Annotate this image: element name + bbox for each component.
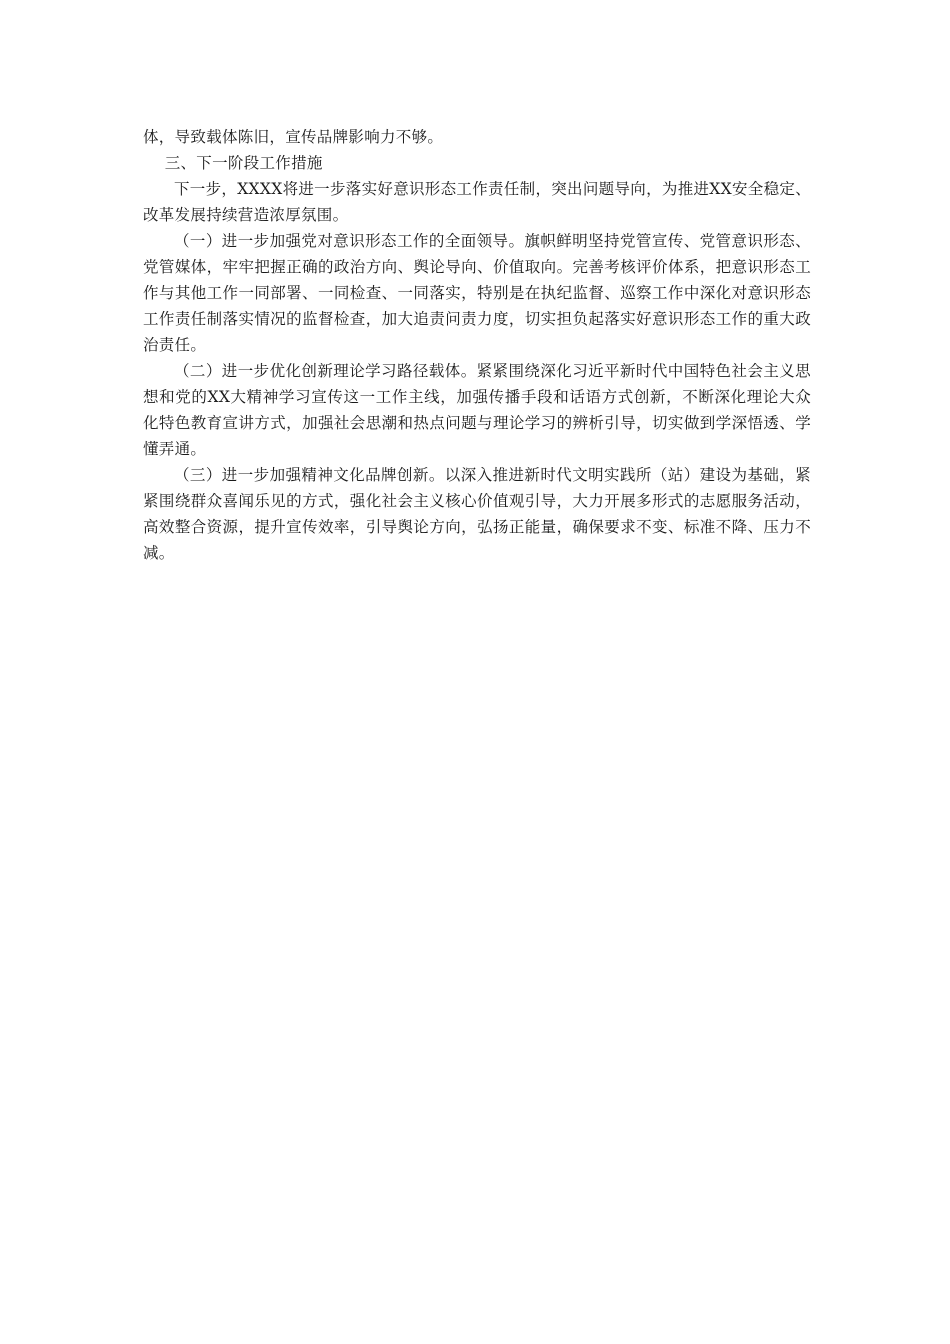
paragraph-continuation: 体，导致载体陈旧，宣传品牌影响力不够。 — [143, 128, 444, 146]
section-heading: 三、下一阶段工作措施 — [164, 154, 323, 172]
paragraph-measure-2: （二）进一步优化创新理论学习路径载体。紧紧围绕深化习近平新时代中国特色社会主义思想和党的XX大精神学习宣传这一工作主线，加强传播手段和话语方式创新，不断深化理论大众化特色教育宣讲方式，加强社会思潮和热点问题与理论学习的辨析引导，切实做到学深悟透、学懂弄通。 — [143, 362, 811, 458]
document-body — [143, 124, 811, 566]
paragraph-measure-3: （三）进一步加强精神文化品牌创新。以深入推进新时代文明实践所（站）建设为基础，紧紧围绕群众喜闻乐见的方式，强化社会主义核心价值观引导，大力开展多形式的志愿服务活动，高效整合资源，提升宣传效率，引导舆论方向，弘扬正能量，确保要求不变、标准不降、压力不减。 — [143, 466, 811, 562]
paragraph-intro: 下一步，XXXX将进一步落实好意识形态工作责任制，突出问题导向，为推进XX安全稳定、改革发展持续营造浓厚氛围。 — [143, 180, 811, 224]
paragraph-measure-1: （一）进一步加强党对意识形态工作的全面领导。旗帜鲜明坚持党管宣传、党管意识形态、党管媒体，牢牢把握正确的政治方向、舆论导向、价值取向。完善考核评价体系，把意识形态工作与其他工作一同部署、一同检查、一同落实，特别是在执纪监督、巡察工作中深化对意识形态工作责任制落实情况的监督检查，加大追责问责力度，切实担负起落实好意识形态工作的重大政治责任。 — [143, 232, 811, 354]
